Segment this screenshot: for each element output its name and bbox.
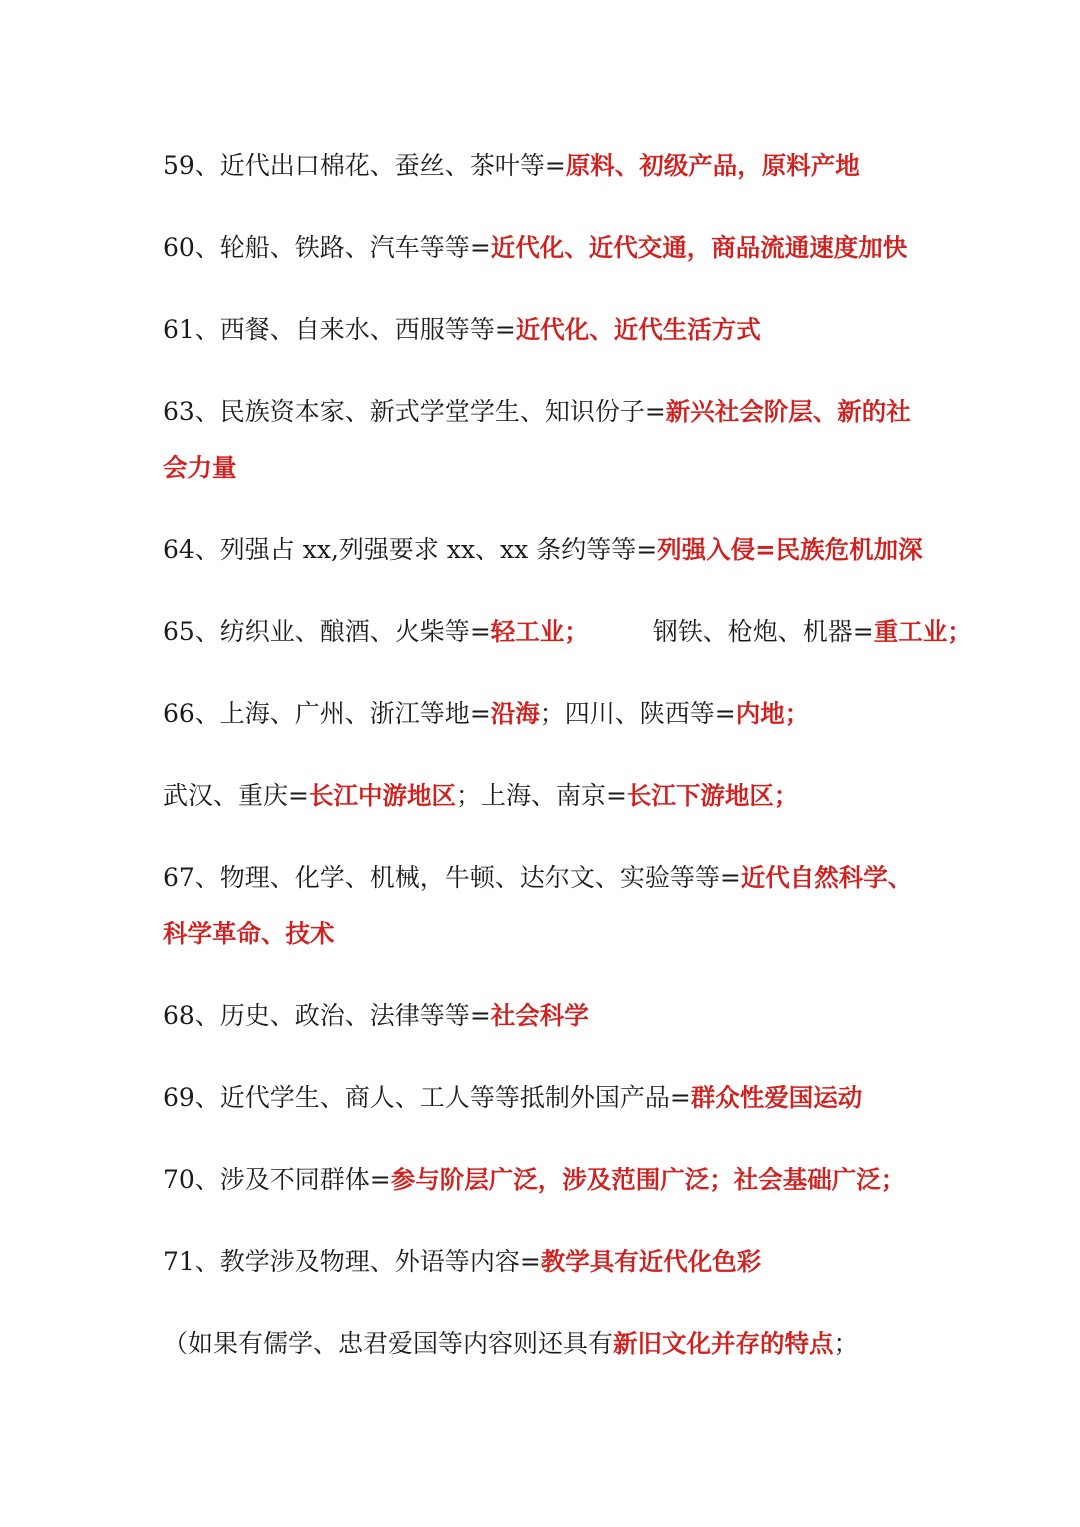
highlight-text: 社会科学 <box>490 1001 589 1030</box>
item-gap <box>163 358 923 384</box>
highlight-text: 原料、初级产品，原料产地 <box>565 151 860 180</box>
highlight-text: 教学具有近代化色彩 <box>540 1247 762 1276</box>
highlight-text: 近代化、近代交通，商品流通速度加快 <box>490 233 908 262</box>
body-text: 66、上海、广州、浙江等地= <box>163 699 491 728</box>
note-line <box>163 1070 923 1126</box>
note-line <box>163 906 923 962</box>
body-text: ；四川、陕西等= <box>539 699 736 728</box>
note-item-60 <box>163 220 923 276</box>
item-gap <box>163 276 923 302</box>
note-item-note <box>163 1316 923 1372</box>
note-item-67 <box>163 850 923 962</box>
item-gap <box>163 496 923 522</box>
note-line <box>163 604 972 660</box>
highlight-text: 群众性爱国运动 <box>690 1083 863 1112</box>
note-item-71 <box>163 1234 923 1290</box>
note-item-59 <box>163 138 923 194</box>
item-gap <box>163 1290 923 1316</box>
body-text: 61、西餐、自来水、西服等等= <box>163 315 516 344</box>
item-gap <box>163 962 923 988</box>
highlight-text: 沿海 <box>490 699 540 728</box>
body-text: 70、涉及不同群体= <box>163 1165 391 1194</box>
body-text: 63、民族资本家、新式学堂学生、知识份子= <box>163 397 666 426</box>
note-item-69 <box>163 1070 923 1126</box>
highlight-text: 长江中游地区 <box>308 781 456 810</box>
note-line <box>163 988 923 1044</box>
note-item-64 <box>163 522 923 578</box>
note-line <box>163 1234 923 1290</box>
note-line <box>163 768 923 824</box>
body-text: 68、历史、政治、法律等等= <box>163 1001 491 1030</box>
note-item-68 <box>163 988 923 1044</box>
highlight-text: 重工业； <box>873 617 972 646</box>
body-text: ； <box>833 1329 859 1358</box>
highlight-text: 内地； <box>735 699 810 728</box>
item-gap <box>163 194 923 220</box>
note-list <box>163 138 972 1372</box>
body-text: 67、物理、化学、机械，牛顿、达尔文、实验等等= <box>163 863 741 892</box>
body-text: （如果有儒学、忠君爱国等内容则还具有 <box>163 1329 614 1358</box>
body-text: 69、近代学生、商人、工人等等抵制外国产品= <box>163 1083 691 1112</box>
highlight-text: 新旧文化并存的特点 <box>613 1329 834 1358</box>
note-item-65 <box>163 604 972 660</box>
highlight-text: 轻工业； <box>490 617 589 646</box>
note-line <box>163 138 923 194</box>
body-text: 71、教学涉及物理、外语等内容= <box>163 1247 541 1276</box>
note-item-66b <box>163 768 923 824</box>
note-item-70 <box>163 1152 923 1208</box>
item-gap <box>163 1044 923 1070</box>
highlight-text: 会力量 <box>163 453 237 482</box>
note-item-63 <box>163 384 923 496</box>
highlight-text: 近代自然科学、 <box>740 863 913 892</box>
body-text: 武汉、重庆= <box>163 781 309 810</box>
note-line <box>163 1152 923 1208</box>
item-gap <box>163 1208 923 1234</box>
item-gap <box>163 660 923 686</box>
note-line <box>163 384 923 440</box>
note-line <box>163 220 923 276</box>
body-text: 64、列强占 xx,列强要求 xx、xx 条约等等= <box>163 535 658 564</box>
note-line <box>163 522 923 578</box>
highlight-text: 近代化、近代生活方式 <box>515 315 761 344</box>
item-gap <box>163 824 923 850</box>
note-line <box>163 850 923 906</box>
note-line <box>163 302 923 358</box>
body-text: 65、纺织业、酿酒、火柴等= <box>163 617 491 646</box>
highlight-text: 参与阶层广泛，涉及范围广泛；社会基础广泛； <box>390 1165 906 1194</box>
highlight-text: 长江下游地区； <box>626 781 799 810</box>
note-line <box>163 686 923 742</box>
item-gap <box>163 742 923 768</box>
body-text: 钢铁、枪炮、机器= <box>652 617 874 646</box>
note-item-61 <box>163 302 923 358</box>
item-gap <box>163 578 923 604</box>
item-gap <box>163 1126 923 1152</box>
body-text: 59、近代出口棉花、蚕丝、茶叶等= <box>163 151 566 180</box>
body-text: 60、轮船、铁路、汽车等等= <box>163 233 491 262</box>
body-text: ；上海、南京= <box>455 781 627 810</box>
note-line <box>163 440 923 496</box>
highlight-text: 新兴社会阶层、新的社 <box>665 397 911 426</box>
highlight-text: 科学革命、技术 <box>163 919 335 948</box>
highlight-text: 列强入侵=民族危机加深 <box>657 535 923 564</box>
note-line <box>163 1316 923 1372</box>
note-item-66 <box>163 686 923 742</box>
